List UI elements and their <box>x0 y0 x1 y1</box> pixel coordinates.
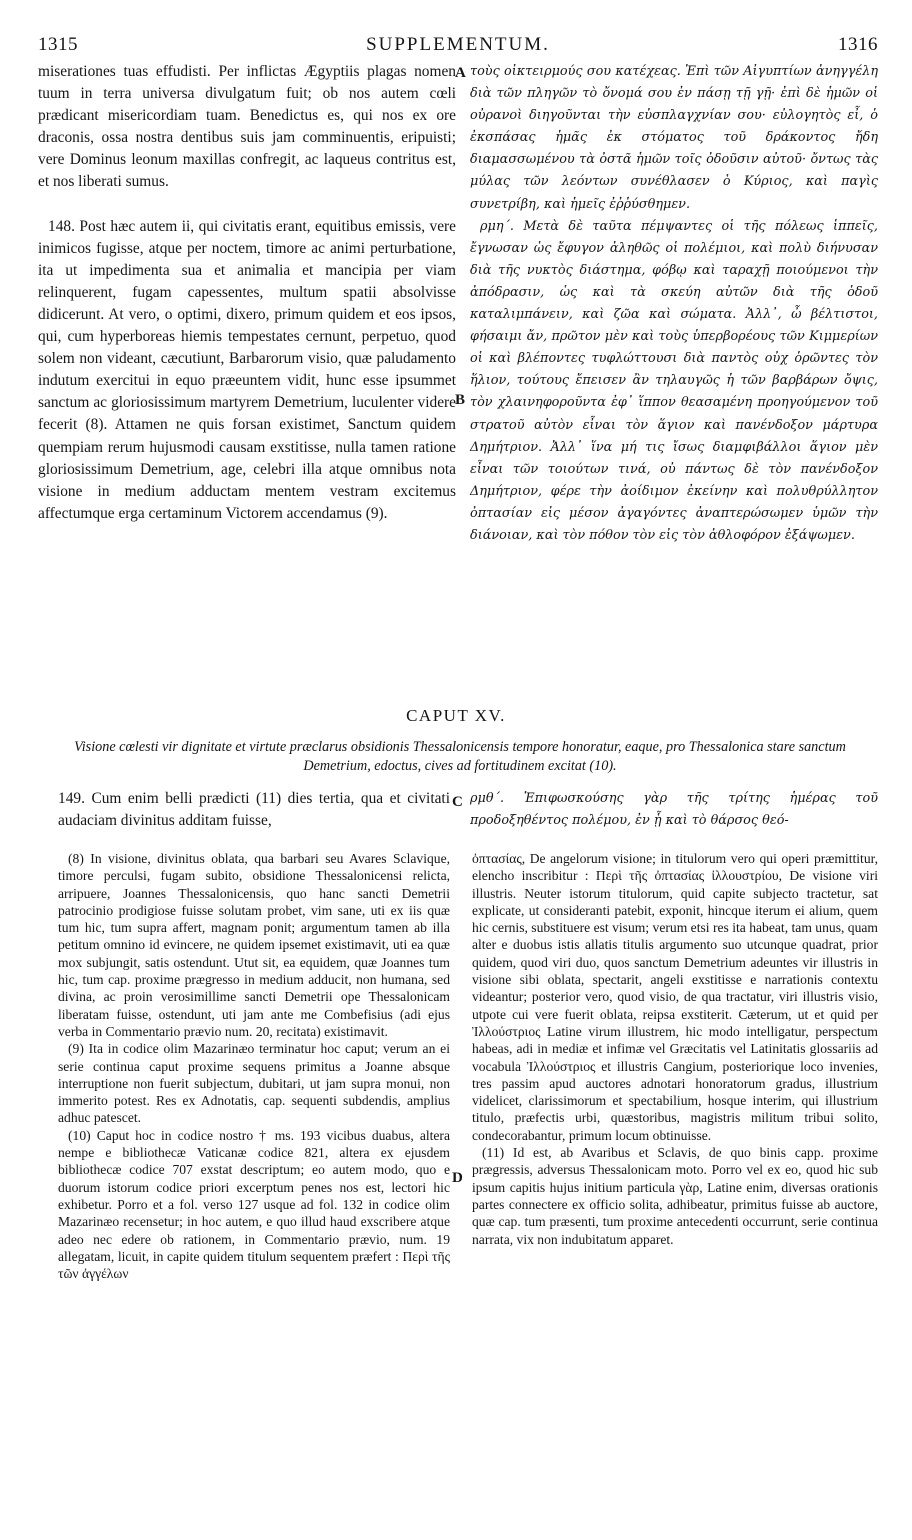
greek-column-top <box>470 61 878 547</box>
latin-column-top <box>38 61 456 525</box>
footnotes-right <box>472 850 878 1248</box>
margin-marker-a: A <box>455 65 466 81</box>
latin-paragraph-147-end: miserationes tuas effudisti. Per inflictas Ægyptiis plagas nomen tuum in terra universa divulgatum fuit; ob nos autem cœli prædicant misericordiam tuam. Benedictus es, qui nos ex ore draconis, ossa nostra dentibus suis jam comminuentis, eripuisti; vere Dominus leonum maxillas confregit, ac laqueus contritus est, et nos liberati sumus. <box>38 63 456 191</box>
footnote-10-continued: ὀπτασίας, De angelorum visione; in titulorum vero qui operi præmittitur, elencho inscribitur : Περὶ τῆς ὀπτασίας ἰλλουστρίου, De visione viri illustris. Neuter istorum titulorum, quid capite subjecto tractetur, sat explicate, ut consideranti patebit, exponit, hincque iterum ei alium, quem hic cernis, substituere est visum; verum etsi res ita habeat, tam unus, quam alter e duobus istis allatis titulis argumento suo utcunque quadrat, prior quidem, quod viri duo, quos sanctum Demetrium adeuntes vir illustris in visione sibi oblata, spectarit, angeli exstitisse e narrationis contextu videantur; posterior vero, quod visio, de qua tractatur, viri illustris visio, utpote cui vere fuerit oblata, reipsa exstiterit. Cæterum, ut et quid per Ἰλλούστριος Latine virum illustrem, hic modo intelligatur, perspectum habeas, adi in mediæ et infimæ vel Græcitatis vel Latinitatis glossariis ad vocabula Ἰλλούστριος et illustris Cangium, posteriorique loco invenies, tres passim apud auctores adnotari honoratorum gradus, illustrium videlicet, clarissimorum et spectabilium, hosque interim, qui illustrium titulo, præfectis urbi, quæstoribus, magistris militum tribui solito, condecorabantur, primum locum obtinuisse. <box>472 851 878 1143</box>
page-header <box>38 34 878 62</box>
footnote-10: (10) Caput hoc in codice nostro † ms. 193 vicibus duabus, altera nempe e bibliothecæ Vaticanæ codice 821, altera ex ejusdem bibliothecæ codice 707 exstat descriptum; eo autem modo, quo e duorum istorum codice priori excerptum penes nos est, lectori hic exhibetur. Porro et a fol. verso 127 usque ad fol. 132 in codice olim Mazarinæo recensetur; in hoc autem, e quo illud haud exscribere atque adeo nec edere ob rationem, in Commentario prævio, num. 19 allegatam, licuit, in capite quidem titulum sequentem præfert : Περὶ τῆς τῶν ἀγγέλων <box>58 1127 450 1282</box>
greek-paragraph-148: ρμη΄. Μετὰ δὲ ταῦτα πέμψαντες οἱ τῆς πόλεως ἱππεῖς, ἔγνωσαν ὡς ἔφυγον ἀληθῶς οἱ πολέμιοι, καὶ πολὺ διήνυσαν διὰ τῆς νυκτὸς διάστημα, φόβῳ καὶ ταραχῇ ποιούμενοι τὴν ἀπόδρασιν, ὡς καὶ τὰ σκεύη αὐτῶν διὰ τῆς ὁδοῦ καταλιμπάνειν, καὶ ζῶα καὶ σώματα. Ἀλλ᾽, ὦ βέλτιστοι, φήσαιμι ἄν, πρῶτον μὲν καὶ τοὺς ὑπερβορέους τῶν Κιμμερίων οἱ καὶ βλέποντες τυφλώττουσι διὰ παντὸς οὐχ ὁρῶντες τὸν ἥλιον, τούτους ἔπεισεν ἂν τηλαυγῶς ἡ τῶν βαρβάρων ὄψις, τὸν χλαινηφοροῦντα ἐφ᾽ ἵππον θεασαμένη προηγούμενον τοῦ στρατοῦ αὐτὸν εἶναι τὸν ἅγιον καὶ πανένδοξον μάρτυρα Δημήτριον. Ἀλλ᾽ ἵνα μή τις ἴσως διαμφιβάλλοι ἅγιον μὲν εἶναι τῶν τοιούτων τινά, οὐ πάντως δὲ τὸν πανένδοξον Δημήτριον, φέρε τὴν ἀοίδιμον ἐκείνην καὶ πολυθρύλλητον ὀπτασίαν εἰς μέσον ἀγαγόντες ἀναπτερώσωμεν ὑμῶν τὴν διάνοιαν, καὶ τὸν πόθον τὸν εἰς τὸν ἀθλοφόρον ἐξάψωμεν. <box>470 218 878 543</box>
chapter-summary: Visione cœlesti vir dignitate et virtute præclarus obsidionis Thessalonicensis tempore honoratur, eaque, pro Thessalonica stare sanctum Demetrium, edoctus, cives ad fortitudinem excitat (10). <box>74 739 846 774</box>
latin-paragraph-148: 148. Post hæc autem ii, qui civitatis erant, equitibus emissis, vere inimicos fugisse, atque per noctem, timore ac animi perturbatione, ita ut impedimenta sua et animalia et mancipia per viam relinquerent, fugam capessentes, multum spatii absolvisse didicerunt. At vero, o optimi, dixero, primum quidem et eos ipsos, qui, cum hyperboreas hiemis tempestates cernunt, perpetuo, quod solem non videant, cæcutiunt, Barbarorum visio, quæ paludamento indutum exercitui in equo præeuntem vidit, hunc esse ipsummet sanctum ac gloriosissimum martyrem Demetrium, luculenter videre fecerit (8). Attamen ne quis forsan existimet, Sanctum quidem quempiam rerum hujusmodi causam exstitisse, nulla tamen ratione gloriosissimum Demetrium, age, celebri illa atque omnibus nota visione in medium adductam mentem vestram excitemus affectumque erga certaminum Victorem accendamus (9). <box>38 217 456 522</box>
footnotes-left <box>58 850 450 1282</box>
page-number-right: 1316 <box>838 34 878 55</box>
latin-column-149 <box>58 788 450 832</box>
footnote-11: (11) Id est, ab Avaribus et Sclavis, de quo binis capp. proxime prægressis, adversus Thessalonicam moto. Porro vel ex eo, quod hic sub ipsum capitis hujus initium particula γὰρ, Latine enim, diversas orationis partes connectere ex officio solita, adhibeatur, primitus fuisse ab auctore, quæ cap. tum præsenti, tum proxime antecedenti occurrunt, serie continua narrata, vix non indubitatum apparet. <box>472 1145 878 1247</box>
margin-marker-b: B <box>455 392 466 408</box>
footnote-8: (8) In visione, divinitus oblata, qua barbari seu Avares Sclavique, timore perculsi, fugam subito, obsidione Thessalonicensi relicta, arripuere, Joannes Thessalonicensis, quo hanc sancti Demetrii patrocinio prodigiose fuisse solutam probet, vim sane, uti ex iis quæ tum hic, tum supra affert, magnam ponit; argumentum tamen ab illa petitum omnino id evincere, ne quidem ipsemet existimavit, uti ea quæ mox subjungit, satis ostendunt. Utut sit, ea equidem, quæ Joannes tum hic, tum cap. proxime prægresso in medium adducit, non humana, sed divina, ac proin verosimillime sancti Demetrii ope Thessalonicam liberatam fuisse, ostendunt, uti jam ante me Combefisius (adi ejus verba in Commentario prævio num. 20, recitata) existimavit. <box>58 851 450 1039</box>
margin-marker-c: C <box>452 794 463 810</box>
chapter-title: CAPUT XV. <box>406 706 506 725</box>
greek-paragraph-147-end: τοὺς οἰκτειρμούς σου κατέχεας. Ἐπὶ τῶν Αἰγυπτίων ἀνηγγέλη διὰ τῶν πληγῶν τὸ ὄνομά σου ἐν πάσῃ τῇ γῇ· ἐπὶ δὲ ἡμῶν οἱ οὐρανοὶ διηγοῦνται τὴν εὐσπλαγχνίαν σου· εὐλογητὸς εἶ, ὁ ἐκσπάσας ἡμᾶς ἐκ στόματος τοῦ δράκοντος ἤδη διαμασσωμένου τὰ ὀστᾶ ἡμῶν τοῖς ὀδοῦσιν αὐτοῦ· ὄντως τὰς μύλας τῶν λεόντων συνέθλασεν ὁ Κύριος, καὶ παγὶς συνετρίβη, καὶ ἡμεῖς ἐῤῥύσθημεν. <box>470 64 878 212</box>
page-number-left: 1315 <box>38 34 78 55</box>
greek-paragraph-149: ρμθ΄. Ἐπιφωσκούσης γὰρ τῆς τρίτης ἡμέρας τοῦ προδοξηθέντος πολέμου, ἐν ᾗ καὶ τὸ θάρσος θεό- <box>470 791 878 829</box>
greek-column-149 <box>470 788 878 832</box>
running-title: SUPPLEMENTUM. <box>366 34 550 55</box>
margin-marker-d: D <box>452 1170 463 1186</box>
latin-paragraph-149: 149. Cum enim belli prædicti (11) dies tertia, qua et civitati audaciam divinitus additam fuisse, <box>58 790 450 830</box>
footnote-9: (9) Ita in codice olim Mazarinæo terminatur hoc caput; verum an ei serie continua caput proxime sequens primitus a Joanne absque interruptione non fuerit subjectum, dubitari, ut jam supra monui, non immerito potest. Res ex Adnotatis, cap. sequenti subdendis, amplius adhuc patescet. <box>58 1041 450 1126</box>
